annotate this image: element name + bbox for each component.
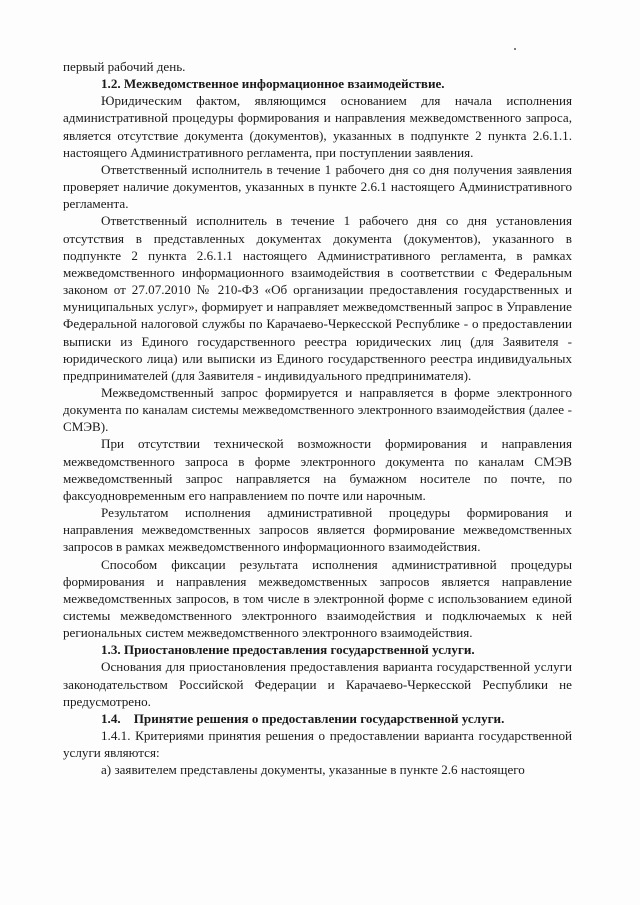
section-heading-1-4: 1.4. Принятие решения о предоставлении государственной услуги.: [101, 710, 505, 726]
paragraph: Ответственный исполнитель в течение 1 рабочего дня со дня установления отсутствия в представленных документах документа (документов), указанного в подпункте 2 пункта 2.6.1.1 настоящего Административного регламента, в рамках межведомственного информационного взаимодействия в соответствии с Федеральным законом от 27.07.2010 № 210-ФЗ «Об организации предоставления государственных и муниципальных услуг», формирует и направляет межведомственный запрос в Управление Федеральной налоговой службы по Карачаево-Черкесской Республике - о предоставлении выписки из Единого государственного реестра юридических лиц (для Заявителя - юридического лица) или выписки из Единого государственного реестра индивидуальных предпринимателей (для Заявителя - индивидуального предпринимателя).: [63, 213, 572, 383]
paragraph: Ответственный исполнитель в течение 1 рабочего дня со дня получения заявления проверяет наличие документов, указанных в пункте 2.6.1 настоящего Административного регламента.: [63, 161, 572, 212]
paragraph: Результатом исполнения административной процедуры формирования и направления межведомственных запросов является формирование межведомственных запросов в рамках межведомственного информационного взаимодействия.: [63, 505, 572, 555]
paragraph: а) заявителем представлены документы, указанные в пункте 2.6 настоящего: [101, 762, 525, 778]
scan-speck: [514, 48, 516, 50]
document-body: [63, 58, 572, 779]
lead-line: первый рабочий день.: [63, 59, 186, 74]
paragraph: Юридическим фактом, являющимся основанием для начала исполнения административной процедуры формирования и направления межведомственного запроса, является отсутствие документа (документов), указанных в подпункте 2 пункта 2.6.1.1. настоящего Административного регламента, при поступлении заявления.: [63, 93, 572, 160]
paragraph: При отсутствии технической возможности формирования и направления межведомственного запроса в форме электронного документа по каналам СМЭВ межведомственный запрос направляется на бумажном носителе по почте, по факсуодновременным его направлением по почте или нарочным.: [63, 436, 572, 503]
paragraph: Основания для приостановления предоставления варианта государственной услуги законодательством Российской Федерации и Карачаево-Черкесской Республики не предусмотрено.: [63, 659, 572, 709]
paragraph: 1.4.1. Критериями принятия решения о предоставлении варианта государственной услуги являются:: [63, 728, 572, 761]
section-heading-1-3: 1.3. Приостановление предоставления государственной услуги.: [101, 642, 475, 658]
paragraph: Способом фиксации результата исполнения административной процедуры формирования и направления межведомственных запросов является направление межведомственных запросов, в том числе в электронной форме с использованием единой системы межведомственного электронного взаимодействия и подключаемых к ней региональных систем межведомственного электронного взаимодействия.: [63, 556, 572, 641]
paragraph: Межведомственный запрос формируется и направляется в форме электронного документа по каналам системы межведомственного электронного взаимодействия (далее - СМЭВ).: [63, 384, 572, 435]
section-heading-1-2: 1.2. Межведомственное информационное взаимодействие.: [101, 76, 445, 92]
